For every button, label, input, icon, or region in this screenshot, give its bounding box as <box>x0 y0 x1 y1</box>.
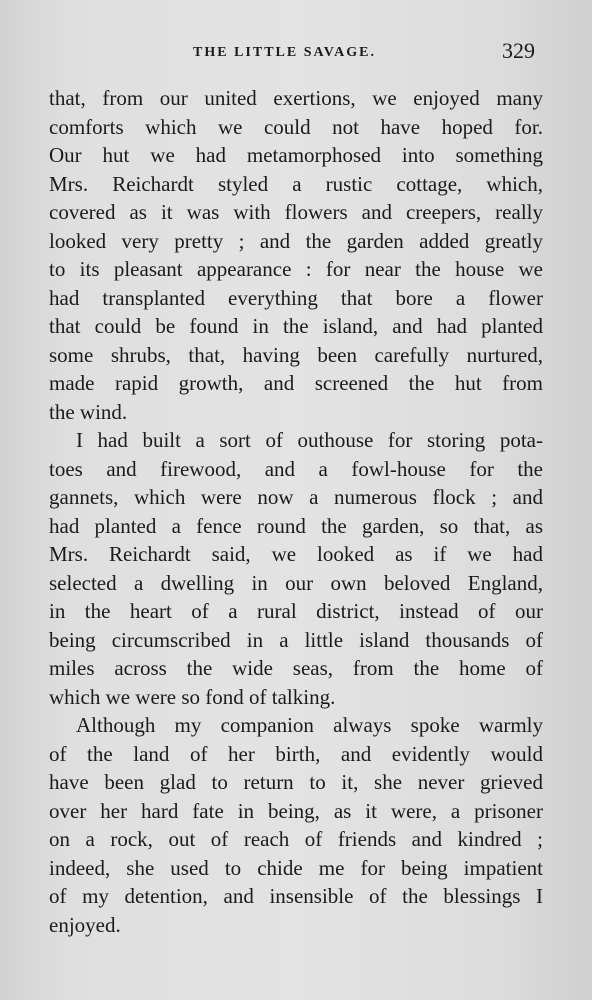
text-line: some shrubs, that, having been carefully nurtured, <box>49 342 543 367</box>
text-line: that could be found in the island, and had planted <box>49 314 543 338</box>
text-line: made rapid growth, and screened the hut from <box>49 371 543 395</box>
text-line: of my detention, and insensible of the blessings I <box>49 884 543 908</box>
text-line: comforts which we could not have hoped for. <box>49 114 543 139</box>
text-line: that, from our united exertions, we enjoyed many <box>49 86 543 110</box>
text-line: have been glad to return to it, she never grieved <box>49 770 543 794</box>
paragraph <box>49 711 543 939</box>
text-line: covered as it was with flowers and creepers, really <box>49 200 543 224</box>
text-line: enjoyed. <box>49 912 121 937</box>
page-header <box>0 38 592 68</box>
text-line: on a rock, out of reach of friends and kindred ; <box>49 827 543 851</box>
text-line: toes and firewood, and a fowl-house for the <box>49 456 543 481</box>
text-line: selected a dwelling in our own beloved England, <box>49 570 543 595</box>
text-line: had planted a fence round the garden, so that, as <box>49 513 543 538</box>
running-title: THE LITTLE SAVAGE. <box>193 45 376 60</box>
text-line: over her hard fate in being, as it were, a prisoner <box>49 798 543 823</box>
text-line: had transplanted everything that bore a flower <box>49 285 543 310</box>
text-line: Our hut we had metamorphosed into something <box>49 143 543 167</box>
body-text <box>49 84 543 939</box>
text-line: indeed, she used to chide me for being impatient <box>49 855 543 880</box>
text-line: Mrs. Reichardt said, we looked as if we had <box>49 542 543 566</box>
text-line: miles across the wide seas, from the home of <box>49 656 543 680</box>
text-line: Mrs. Reichardt styled a rustic cottage, which, <box>49 171 543 196</box>
text-line: to its pleasant appearance : for near the house we <box>49 257 543 281</box>
text-line: which we were so fond of talking. <box>49 684 336 709</box>
text-line: looked very pretty ; and the garden added greatly <box>49 228 543 253</box>
text-line: gannets, which were now a numerous flock ; and <box>49 485 543 509</box>
paragraph <box>49 84 543 426</box>
text-line: the wind. <box>49 399 128 424</box>
text-line: I had built a sort of outhouse for storing pota- <box>76 428 543 452</box>
text-line: of the land of her birth, and evidently would <box>49 741 543 766</box>
text-line: being circumscribed in a little island thousands of <box>49 627 543 652</box>
page-number: 329 <box>502 38 535 63</box>
text-line: Although my companion always spoke warmly <box>76 713 543 737</box>
paragraph <box>49 426 543 711</box>
text-line: in the heart of a rural district, instead of our <box>49 599 543 623</box>
